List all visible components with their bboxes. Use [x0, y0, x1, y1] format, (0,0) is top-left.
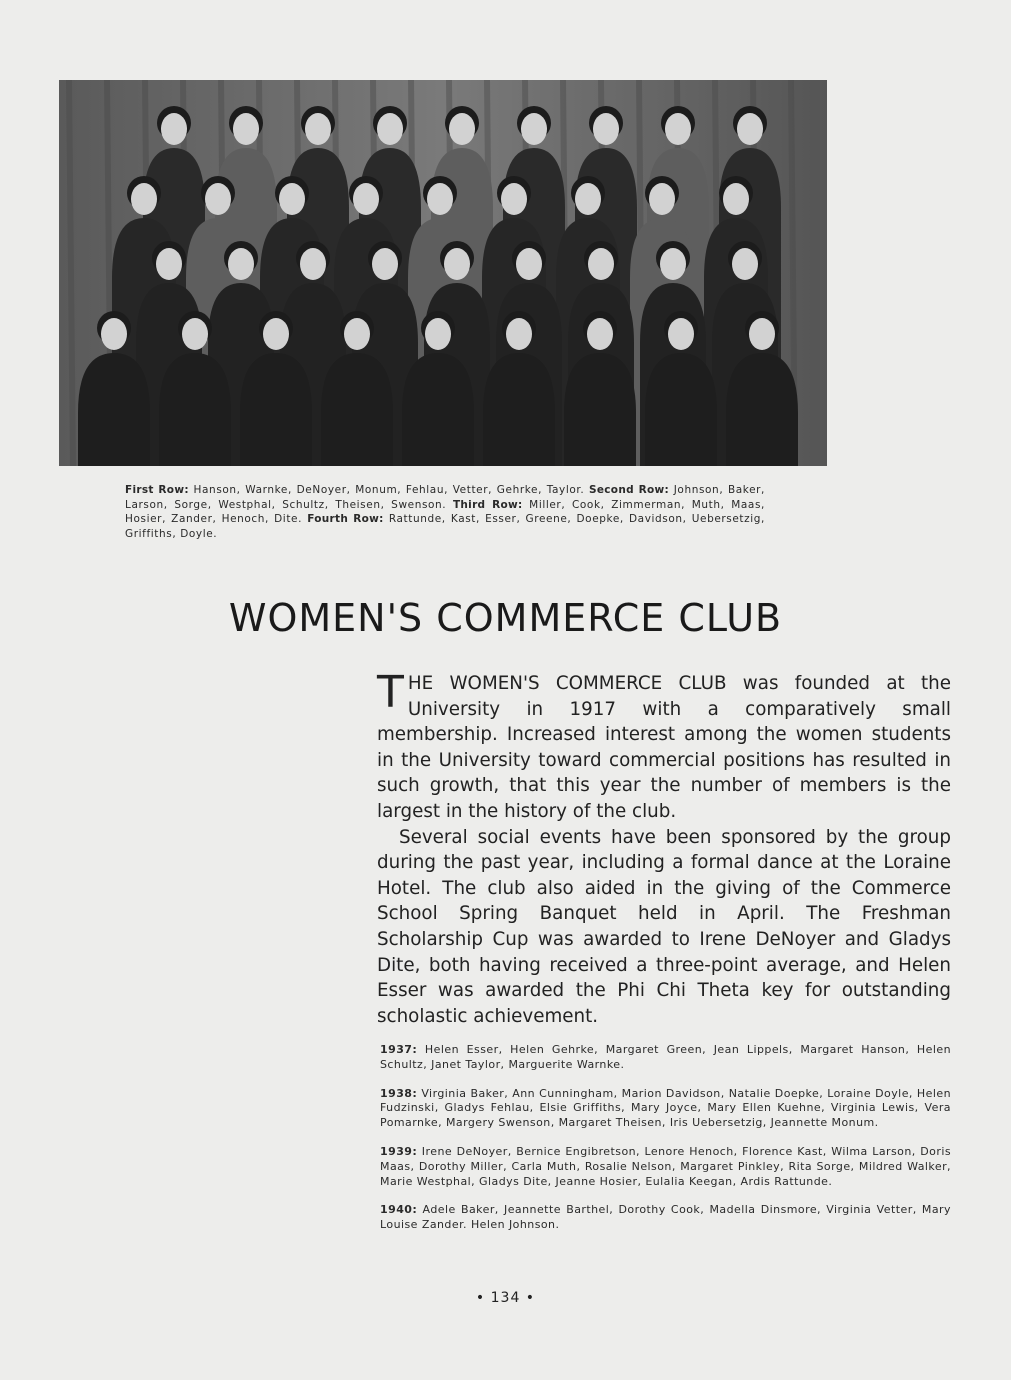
person-body — [159, 353, 231, 466]
person-face — [521, 113, 547, 145]
photo-caption — [125, 483, 765, 541]
person-face — [449, 113, 475, 145]
person-face — [161, 113, 187, 145]
member-lists — [380, 1043, 951, 1247]
person-body — [483, 353, 555, 466]
person-face — [300, 248, 326, 280]
person-face — [305, 113, 331, 145]
person-face — [228, 248, 254, 280]
member-list-1939 — [380, 1145, 951, 1189]
person-body — [402, 353, 474, 466]
person-face — [156, 248, 182, 280]
person-body — [564, 353, 636, 466]
member-list-1937 — [380, 1043, 951, 1073]
person-face — [588, 248, 614, 280]
class-year: 1937: — [380, 1043, 418, 1056]
article-body — [377, 667, 951, 1029]
person-face — [263, 318, 289, 350]
second-row-label: Second Row: — [589, 484, 670, 496]
person-face — [723, 183, 749, 215]
member-list-1938 — [380, 1087, 951, 1131]
person-face — [506, 318, 532, 350]
person-face — [377, 113, 403, 145]
person-face — [353, 183, 379, 215]
person-face — [732, 248, 758, 280]
person-body — [645, 353, 717, 466]
person-face — [101, 318, 127, 350]
class-year: 1939: — [380, 1144, 418, 1158]
person-body — [726, 353, 798, 466]
person-face — [587, 318, 613, 350]
person-face — [501, 183, 527, 215]
class-names: Virginia Baker, Ann Cunningham, Marion Davidson, Natalie Doepke, Loraine Doyle, Helen Fudzinski, Gladys Fehlau, Elsie Griffiths, Mary Joyce, Mary Ellen Kuehne, Virginia Lewis, Vera Pomarnke, Margery Swenson, Margaret Theisen, Iris Uebersetzig, Jeannette Monum. — [380, 1086, 951, 1130]
person-face — [668, 318, 694, 350]
class-year: 1938: — [380, 1086, 418, 1100]
first-row-label: First Row: — [125, 484, 189, 496]
person-face — [233, 113, 259, 145]
class-names: Helen Esser, Helen Gehrke, Margaret Green, Jean Lippels, Margaret Hanson, Helen Schultz, Janet Taylor, Marguerite Warnke. — [380, 1043, 951, 1071]
third-row-label: Third Row: — [452, 498, 523, 511]
person-face — [593, 113, 619, 145]
person-face — [660, 248, 686, 280]
person-face — [372, 248, 398, 280]
person-face — [665, 113, 691, 145]
person-body — [321, 353, 393, 466]
person-face — [205, 183, 231, 215]
paragraph-2: Several social events have been sponsored by the group during the past year, including a formal dance at the Loraine Hotel. The club also aided in the giving of the Commerce School Spring Banquet held in April. The Freshman Scholarship Cup was awarded to Irene DeNoyer and Gladys Dite, both having received a three-point average, and Helen Esser was awarded the Phi Chi Theta key for outstanding scholastic achievement. — [377, 826, 951, 1027]
person-face — [131, 183, 157, 215]
group-photo-illustration — [59, 80, 827, 466]
first-row-names: Hanson, Warnke, DeNoyer, Monum, Fehlau, Vetter, Gehrke, Taylor. — [193, 484, 585, 496]
person-face — [279, 183, 305, 215]
person-body — [78, 353, 150, 466]
page-number: • 134 • — [475, 1290, 536, 1306]
class-year: 1940: — [380, 1203, 418, 1217]
class-names: Adele Baker, Jeannette Barthel, Dorothy Cook, Madella Dinsmore, Virginia Vetter, Mary Louise Zander. Helen Johnson. — [380, 1203, 951, 1232]
member-list-1940 — [380, 1203, 951, 1233]
group-photo — [59, 80, 827, 466]
fourth-row-names: Rattunde, Kast, Esser, Greene, Doepke, Davidson, Uebersetzig, Griffiths, Doyle. — [125, 513, 765, 540]
third-row-names: Miller, Cook, Zimmerman, Muth, Maas, Hosier, Zander, Henoch, Dite. — [125, 498, 765, 526]
second-row-names: Johnson, Baker, Larson, Sorge, Westphal, Schultz, Theisen, Swenson. — [125, 484, 765, 511]
person-face — [575, 183, 601, 215]
paragraph-1-text: HE WOMEN'S COMMERCE CLUB was founded at the University in 1917 with a comparatively small membership. Increased interest among the women students in the University toward commercial positions has resulted in such growth, that this year the number of members is the largest in the history of the club. — [377, 673, 951, 822]
person-face — [344, 318, 370, 350]
class-names: Irene DeNoyer, Bernice Engibretson, Lenore Henoch, Florence Kast, Wilma Larson, Doris Maas, Dorothy Miller, Carla Muth, Rosalie Nelson, Margaret Pinkley, Rita Sorge, Mildred Walker, Marie Westphal, Gladys Dite, Jeanne Hosier, Eulalia Keegan, Ardis Rattunde. — [380, 1144, 952, 1188]
person-face — [649, 183, 675, 215]
drop-cap: T — [377, 667, 404, 718]
person-face — [182, 318, 208, 350]
page-title: WOMEN'S COMMERCE CLUB — [228, 596, 783, 640]
person-body — [240, 353, 312, 466]
paragraph-1 — [377, 667, 951, 825]
fourth-row-label: Fourth Row: — [307, 513, 384, 526]
person-face — [425, 318, 451, 350]
person-face — [749, 318, 775, 350]
person-face — [737, 113, 763, 145]
person-face — [444, 248, 470, 280]
person-face — [427, 183, 453, 215]
person-face — [516, 248, 542, 280]
